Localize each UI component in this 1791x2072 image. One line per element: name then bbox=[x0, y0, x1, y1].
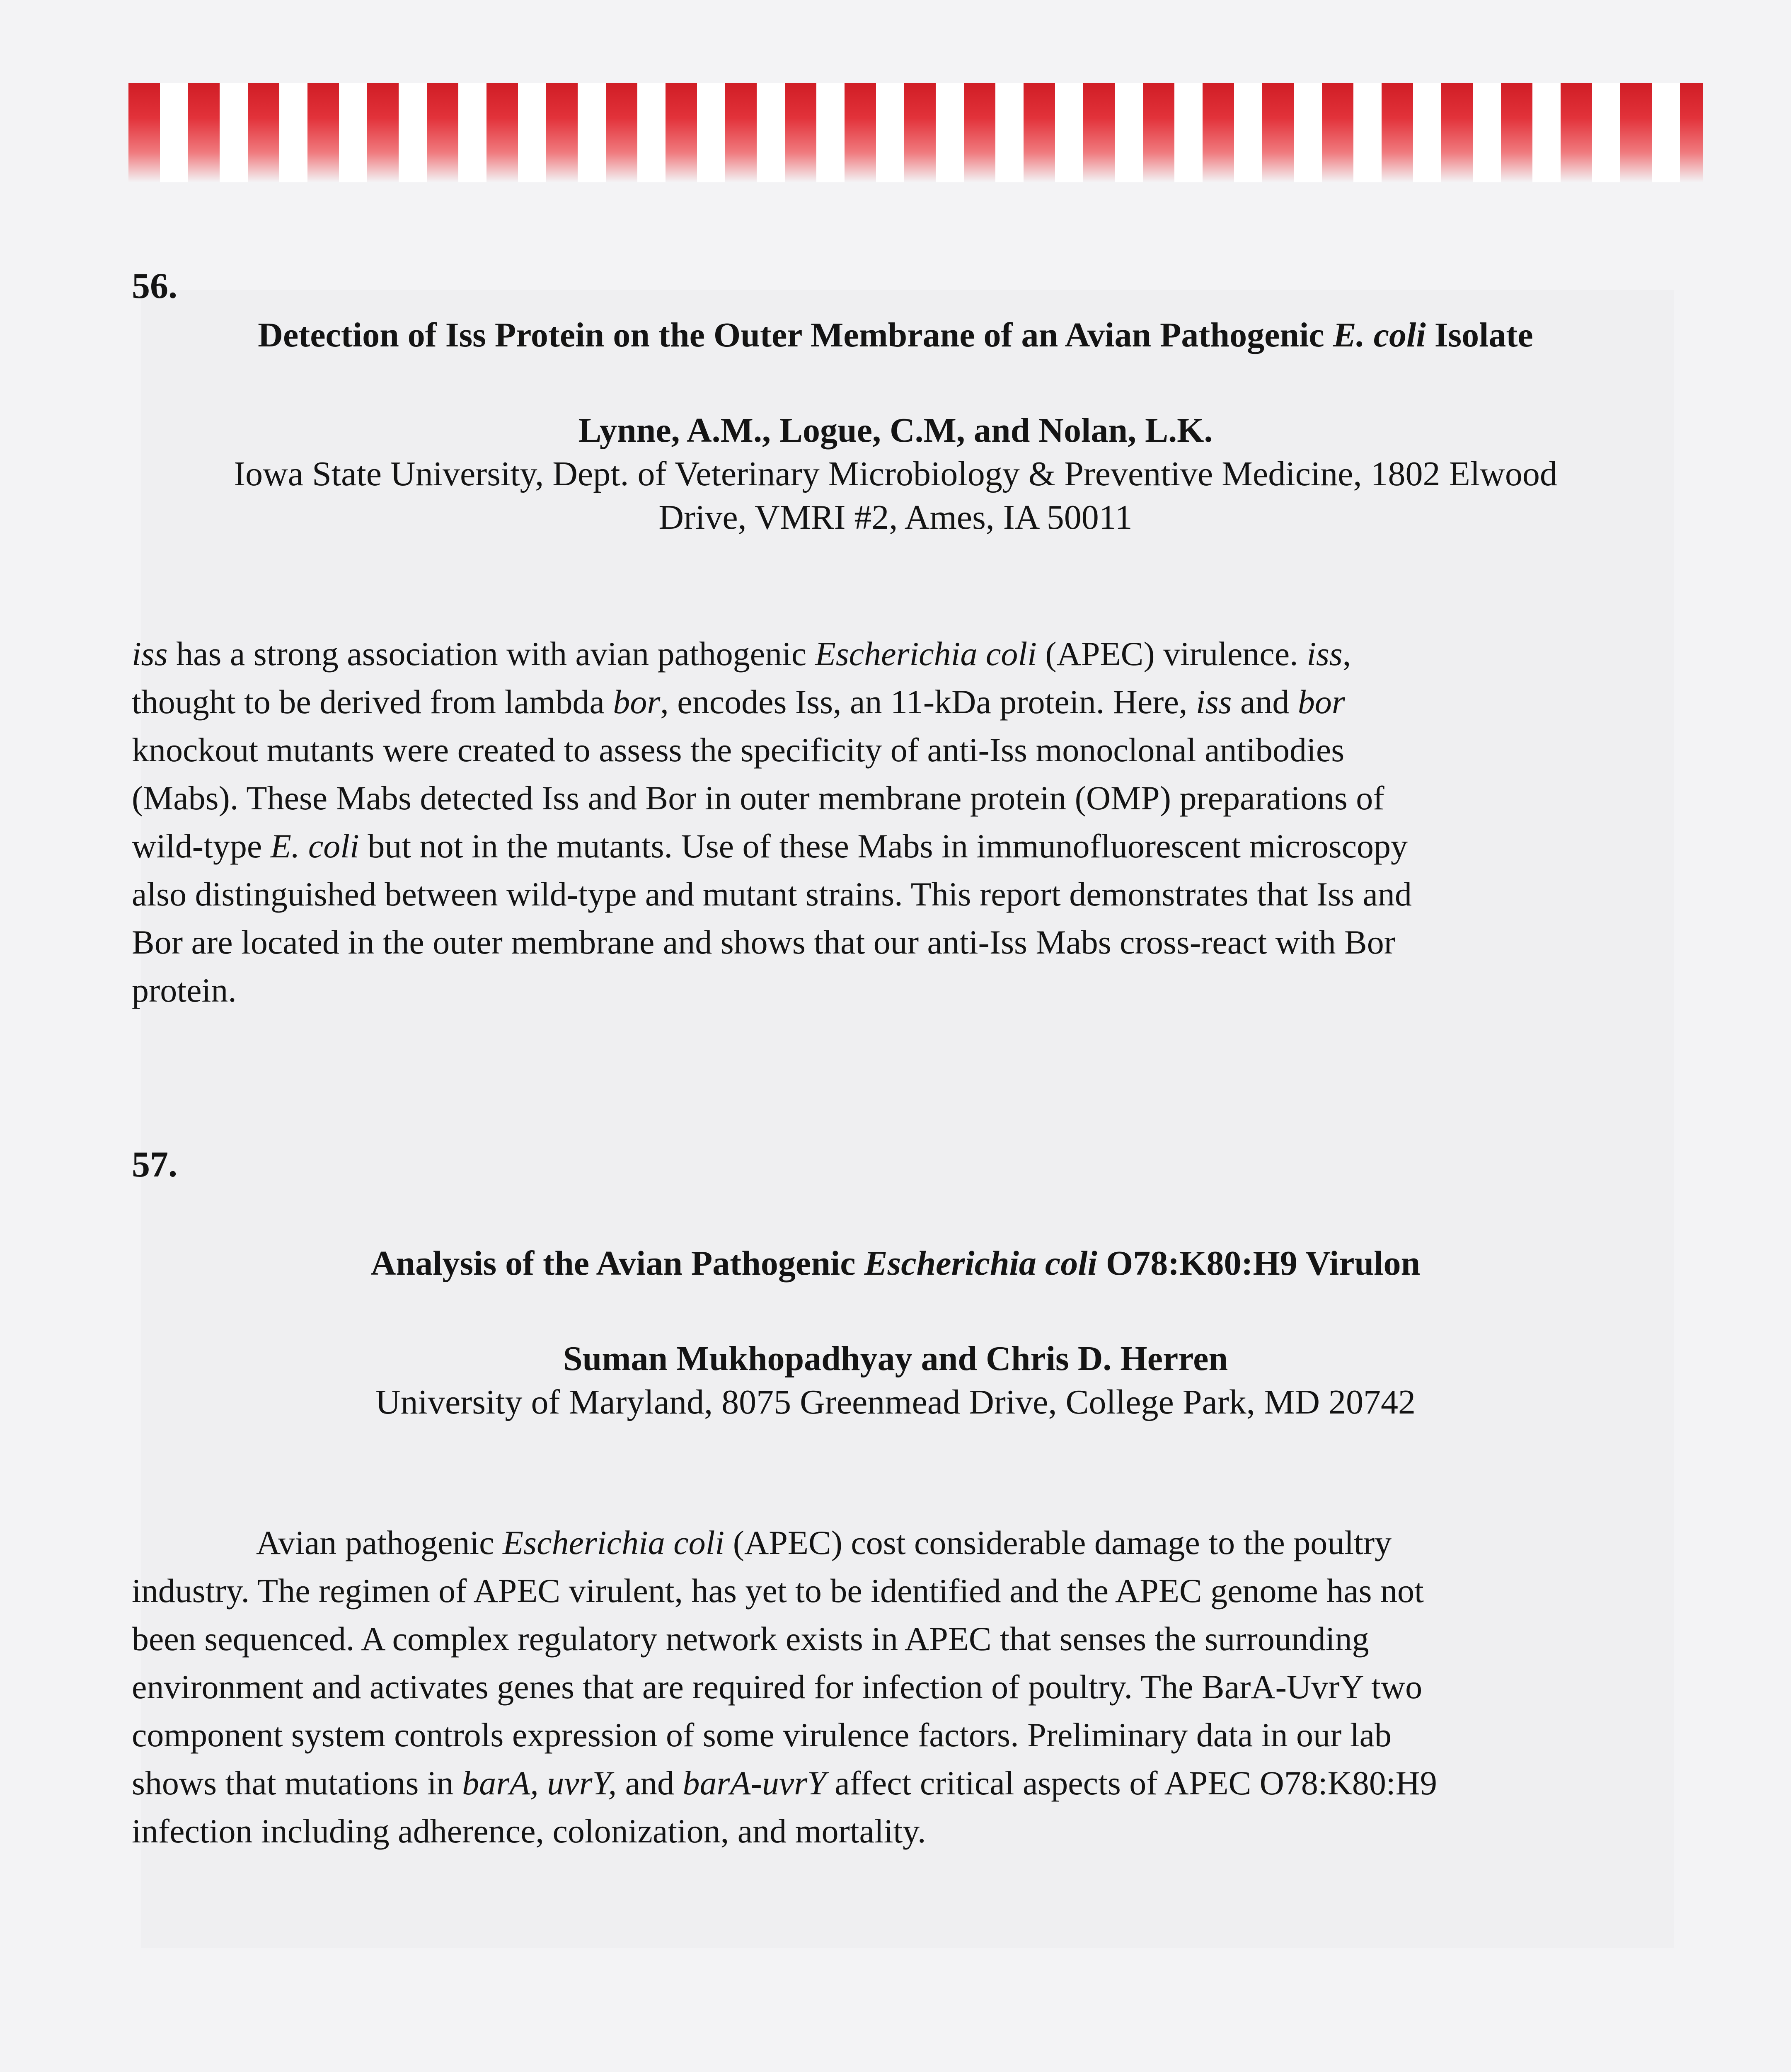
abstract-line: also distinguished between wild-type and mutant strains. This report demonstrates that Iss and bbox=[132, 875, 1412, 913]
entry-57-number: 57. bbox=[132, 1145, 177, 1185]
entry-56-affiliation-line-2: Drive, VMRI #2, Ames, IA 50011 bbox=[658, 498, 1133, 537]
abstract-line: component system controls expression of some virulence factors. Preliminary data in our lab bbox=[132, 1716, 1392, 1754]
abstract-line: Avian pathogenic Escherichia coli (APEC) cost considerable damage to the poultry bbox=[256, 1524, 1392, 1561]
abstract-line: Bor are located in the outer membrane and shows that our anti-Iss Mabs cross-react with Bor bbox=[132, 923, 1396, 961]
entry-56-authors: Lynne, A.M., Logue, C.M, and Nolan, L.K. bbox=[578, 411, 1213, 450]
abstract-line: wild-type E. coli but not in the mutants. Use of these Mabs in immunofluorescent microscopy bbox=[132, 827, 1408, 865]
entry-56-title: Detection of Iss Protein on the Outer Membrane of an Avian Pathogenic E. coli Isolate bbox=[258, 316, 1533, 354]
entry-56-affiliation-line-1: Iowa State University, Dept. of Veterinary Microbiology & Preventive Medicine, 1802 Elwood bbox=[234, 455, 1557, 493]
entry-57-authors: Suman Mukhopadhyay and Chris D. Herren bbox=[563, 1339, 1228, 1378]
abstract-line: environment and activates genes that are required for infection of poultry. The BarA-UvrY two bbox=[132, 1668, 1423, 1706]
abstract-line: knockout mutants were created to assess the specificity of anti-Iss monoclonal antibodies bbox=[132, 731, 1345, 769]
abstract-line: shows that mutations in barA, uvrY, and barA-uvrY affect critical aspects of APEC O78:K80:H9 bbox=[132, 1764, 1437, 1802]
entry-57-affiliation: University of Maryland, 8075 Greenmead Drive, College Park, MD 20742 bbox=[375, 1383, 1416, 1421]
abstract-line: (Mabs). These Mabs detected Iss and Bor in outer membrane protein (OMP) preparations of bbox=[132, 779, 1384, 817]
abstract-line: been sequenced. A complex regulatory network exists in APEC that senses the surrounding bbox=[132, 1620, 1369, 1658]
abstract-line: protein. bbox=[132, 971, 237, 1009]
entry-56-abstract bbox=[132, 630, 1661, 1014]
abstract-line: iss has a strong association with avian pathogenic Escherichia coli (APEC) virulence. iss, bbox=[132, 635, 1351, 673]
entry-57-abstract bbox=[132, 1519, 1661, 1855]
entry-57-title: Analysis of the Avian Pathogenic Escherichia coli O78:K80:H9 Virulon bbox=[370, 1244, 1421, 1283]
abstract-line: thought to be derived from lambda bor, encodes Iss, an 11-kDa protein. Here, iss and bor bbox=[132, 683, 1345, 721]
striped-header-band bbox=[128, 83, 1703, 182]
abstract-line: industry. The regimen of APEC virulent, has yet to be identified and the APEC genome has not bbox=[132, 1572, 1424, 1610]
abstract-line: infection including adherence, colonization, and mortality. bbox=[132, 1812, 926, 1850]
entry-56-number: 56. bbox=[132, 266, 177, 306]
